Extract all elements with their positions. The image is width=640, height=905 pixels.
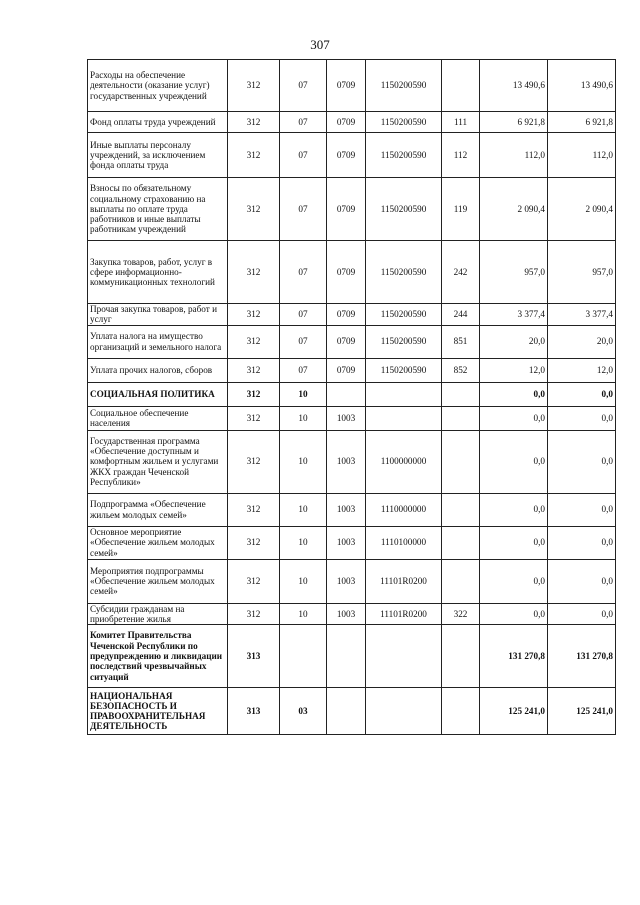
amount-year-1-cell: 0,0	[480, 493, 548, 526]
target-article-cell: 1110000000	[366, 493, 442, 526]
table-row	[88, 304, 616, 326]
row-name-cell: Государственная программа «Обеспечение доступным и комфортным жильем и услугами ЖКХ граждан Чеченской Республики»	[88, 430, 228, 493]
section-code-cell: 07	[280, 358, 327, 382]
target-article-cell	[366, 688, 442, 735]
section-code-cell: 10	[280, 493, 327, 526]
subsection-code-cell: 0709	[327, 358, 366, 382]
row-name-cell: Взносы по обязательному социальному страхованию на выплаты по оплате труда работников и иные выплаты работникам учреждений	[88, 178, 228, 241]
table-row	[88, 60, 616, 112]
expense-type-cell	[442, 559, 480, 603]
ministry-code-cell: 313	[228, 688, 280, 735]
row-name-cell: Подпрограмма «Обеспечение жильем молодых семей»	[88, 493, 228, 526]
ministry-code-cell: 312	[228, 603, 280, 625]
section-code-cell: 07	[280, 133, 327, 178]
subsection-code-cell: 0709	[327, 241, 366, 304]
ministry-code-cell: 312	[228, 526, 280, 559]
subsection-code-cell: 0709	[327, 133, 366, 178]
ministry-code-cell: 312	[228, 178, 280, 241]
table-row	[88, 430, 616, 493]
section-code-cell: 10	[280, 559, 327, 603]
target-article-cell: 11101R0200	[366, 603, 442, 625]
subsection-code-cell: 0709	[327, 112, 366, 133]
expense-type-cell: 111	[442, 112, 480, 133]
amount-year-1-cell: 0,0	[480, 430, 548, 493]
expense-type-cell: 244	[442, 304, 480, 326]
row-name-cell: Расходы на обеспечение деятельности (оказание услуг) государственных учреждений	[88, 60, 228, 112]
row-name-cell: Закупка товаров, работ, услуг в сфере информационно-коммуникационных технологий	[88, 241, 228, 304]
target-article-cell	[366, 625, 442, 688]
row-name-cell: НАЦИОНАЛЬНАЯ БЕЗОПАСНОСТЬ И ПРАВООХРАНИТЕЛЬНАЯ ДЕЯТЕЛЬНОСТЬ	[88, 688, 228, 735]
amount-year-1-cell: 12,0	[480, 358, 548, 382]
row-name-cell: Иные выплаты персоналу учреждений, за исключением фонда оплаты труда	[88, 133, 228, 178]
page-number: 307	[310, 37, 330, 52]
amount-year-2-cell: 957,0	[548, 241, 616, 304]
amount-year-1-cell: 0,0	[480, 559, 548, 603]
amount-year-1-cell: 0,0	[480, 526, 548, 559]
expense-type-cell	[442, 688, 480, 735]
subsection-code-cell: 1003	[327, 603, 366, 625]
subsection-code-cell	[327, 382, 366, 406]
expense-type-cell: 852	[442, 358, 480, 382]
table-row	[88, 382, 616, 406]
amount-year-2-cell: 125 241,0	[548, 688, 616, 735]
section-code-cell: 10	[280, 526, 327, 559]
subsection-code-cell: 0709	[327, 60, 366, 112]
ministry-code-cell: 312	[228, 430, 280, 493]
amount-year-1-cell: 3 377,4	[480, 304, 548, 326]
amount-year-2-cell: 0,0	[548, 603, 616, 625]
row-name-cell: СОЦИАЛЬНАЯ ПОЛИТИКА	[88, 382, 228, 406]
section-code-cell: 07	[280, 325, 327, 358]
target-article-cell: 1150200590	[366, 358, 442, 382]
section-code-cell: 10	[280, 382, 327, 406]
subsection-code-cell: 0709	[327, 304, 366, 326]
expense-type-cell: 851	[442, 325, 480, 358]
row-name-cell: Основное мероприятие «Обеспечение жильем молодых семей»	[88, 526, 228, 559]
target-article-cell	[366, 406, 442, 430]
amount-year-2-cell: 0,0	[548, 559, 616, 603]
table-row	[88, 559, 616, 603]
expense-type-cell	[442, 493, 480, 526]
ministry-code-cell: 312	[228, 358, 280, 382]
table-row	[88, 133, 616, 178]
subsection-code-cell: 1003	[327, 430, 366, 493]
amount-year-1-cell: 2 090,4	[480, 178, 548, 241]
expense-type-cell: 112	[442, 133, 480, 178]
section-code-cell: 10	[280, 430, 327, 493]
subsection-code-cell: 1003	[327, 559, 366, 603]
expense-type-cell: 242	[442, 241, 480, 304]
row-name-cell: Социальное обеспечение населения	[88, 406, 228, 430]
section-code-cell: 10	[280, 603, 327, 625]
table-row	[88, 358, 616, 382]
expense-type-cell: 119	[442, 178, 480, 241]
row-name-cell: Прочая закупка товаров, работ и услуг	[88, 304, 228, 326]
expense-type-cell	[442, 60, 480, 112]
section-code-cell: 07	[280, 60, 327, 112]
amount-year-2-cell: 20,0	[548, 325, 616, 358]
section-code-cell: 07	[280, 112, 327, 133]
table-row	[88, 526, 616, 559]
ministry-code-cell: 312	[228, 493, 280, 526]
amount-year-2-cell: 6 921,8	[548, 112, 616, 133]
amount-year-2-cell: 0,0	[548, 382, 616, 406]
row-name-cell: Комитет Правительства Чеченской Республики по предупреждению и ликвидации последствий чрезвычайных ситуаций	[88, 625, 228, 688]
target-article-cell: 1150200590	[366, 178, 442, 241]
section-code-cell	[280, 625, 327, 688]
subsection-code-cell: 0709	[327, 325, 366, 358]
table-row	[88, 493, 616, 526]
subsection-code-cell: 1003	[327, 406, 366, 430]
ministry-code-cell: 312	[228, 382, 280, 406]
amount-year-1-cell: 13 490,6	[480, 60, 548, 112]
amount-year-2-cell: 0,0	[548, 493, 616, 526]
subsection-code-cell: 0709	[327, 178, 366, 241]
amount-year-2-cell: 3 377,4	[548, 304, 616, 326]
ministry-code-cell: 312	[228, 133, 280, 178]
expense-type-cell	[442, 406, 480, 430]
section-code-cell: 03	[280, 688, 327, 735]
amount-year-2-cell: 12,0	[548, 358, 616, 382]
amount-year-2-cell: 13 490,6	[548, 60, 616, 112]
amount-year-2-cell: 0,0	[548, 430, 616, 493]
target-article-cell	[366, 382, 442, 406]
target-article-cell: 1150200590	[366, 112, 442, 133]
target-article-cell: 1150200590	[366, 60, 442, 112]
ministry-code-cell: 312	[228, 325, 280, 358]
expense-type-cell	[442, 430, 480, 493]
subsection-code-cell	[327, 625, 366, 688]
amount-year-2-cell: 0,0	[548, 526, 616, 559]
row-name-cell: Фонд оплаты труда учреждений	[88, 112, 228, 133]
table-row	[88, 241, 616, 304]
target-article-cell: 1150200590	[366, 325, 442, 358]
row-name-cell: Мероприятия подпрограммы «Обеспечение жильем молодых семей»	[88, 559, 228, 603]
expense-type-cell: 322	[442, 603, 480, 625]
amount-year-1-cell: 0,0	[480, 603, 548, 625]
table-row	[88, 625, 616, 688]
target-article-cell: 1150200590	[366, 304, 442, 326]
target-article-cell: 1100000000	[366, 430, 442, 493]
amount-year-2-cell: 0,0	[548, 406, 616, 430]
target-article-cell: 11101R0200	[366, 559, 442, 603]
amount-year-1-cell: 0,0	[480, 406, 548, 430]
amount-year-1-cell: 0,0	[480, 382, 548, 406]
ministry-code-cell: 312	[228, 406, 280, 430]
budget-table	[87, 59, 616, 735]
section-code-cell: 07	[280, 241, 327, 304]
subsection-code-cell: 1003	[327, 526, 366, 559]
section-code-cell: 07	[280, 178, 327, 241]
row-name-cell: Уплата налога на имущество организаций и земельного налога	[88, 325, 228, 358]
amount-year-2-cell: 131 270,8	[548, 625, 616, 688]
table-row	[88, 178, 616, 241]
table-row	[88, 112, 616, 133]
target-article-cell: 1150200590	[366, 241, 442, 304]
amount-year-1-cell: 125 241,0	[480, 688, 548, 735]
subsection-code-cell: 1003	[327, 493, 366, 526]
amount-year-2-cell: 112,0	[548, 133, 616, 178]
amount-year-2-cell: 2 090,4	[548, 178, 616, 241]
expense-type-cell	[442, 526, 480, 559]
amount-year-1-cell: 112,0	[480, 133, 548, 178]
expense-type-cell	[442, 382, 480, 406]
table-row	[88, 603, 616, 625]
ministry-code-cell: 312	[228, 304, 280, 326]
row-name-cell: Субсидии гражданам на приобретение жилья	[88, 603, 228, 625]
ministry-code-cell: 313	[228, 625, 280, 688]
ministry-code-cell: 312	[228, 112, 280, 133]
ministry-code-cell: 312	[228, 60, 280, 112]
expense-type-cell	[442, 625, 480, 688]
table-row	[88, 688, 616, 735]
row-name-cell: Уплата прочих налогов, сборов	[88, 358, 228, 382]
ministry-code-cell: 312	[228, 559, 280, 603]
amount-year-1-cell: 957,0	[480, 241, 548, 304]
table-row	[88, 406, 616, 430]
target-article-cell: 1150200590	[366, 133, 442, 178]
amount-year-1-cell: 6 921,8	[480, 112, 548, 133]
subsection-code-cell	[327, 688, 366, 735]
table-row	[88, 325, 616, 358]
ministry-code-cell: 312	[228, 241, 280, 304]
section-code-cell: 07	[280, 304, 327, 326]
target-article-cell: 1110100000	[366, 526, 442, 559]
section-code-cell: 10	[280, 406, 327, 430]
amount-year-1-cell: 20,0	[480, 325, 548, 358]
amount-year-1-cell: 131 270,8	[480, 625, 548, 688]
table-body	[88, 60, 616, 735]
